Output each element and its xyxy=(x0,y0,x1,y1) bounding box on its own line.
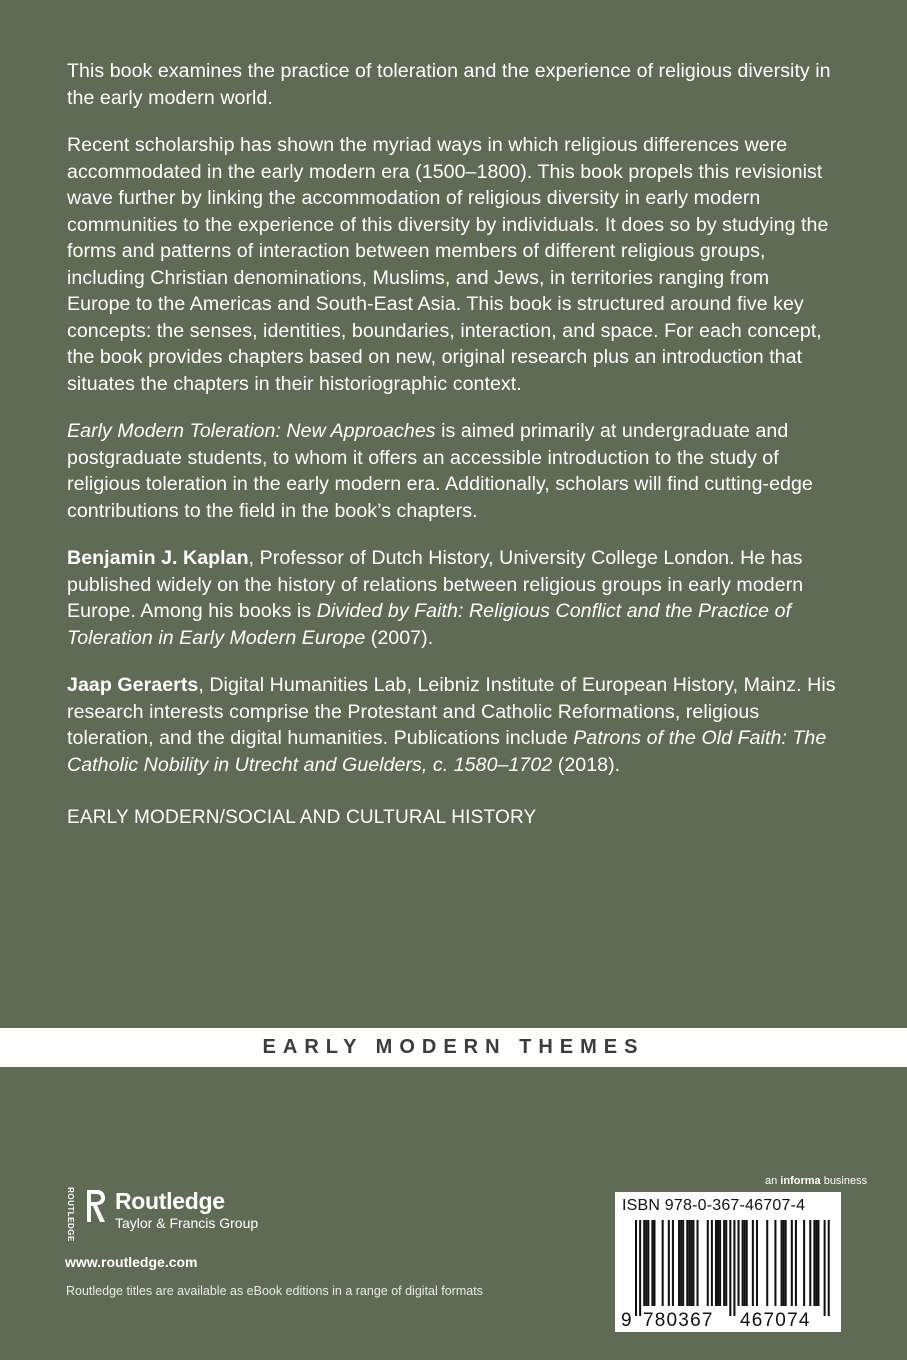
barcode-bar xyxy=(723,1220,725,1306)
barcode-bar xyxy=(692,1220,694,1306)
barcode-bar xyxy=(774,1220,776,1306)
barcode-bar xyxy=(791,1220,793,1306)
barcode-bar xyxy=(643,1220,645,1306)
barcode-bar xyxy=(688,1220,690,1306)
isbn-label: ISBN 978-0-367-46707-4 xyxy=(622,1197,806,1214)
publisher-group: Taylor & Francis Group xyxy=(115,1215,259,1231)
barcode-digit-lead: 9 xyxy=(621,1310,633,1331)
barcode-bar xyxy=(662,1220,664,1306)
author-book-title: Divided by Faith: Religious Conflict and the Practice of Toleration in Early Modern Europe xyxy=(67,600,792,649)
subject-category: EARLY MODERN/SOCIAL AND CULTURAL HISTORY xyxy=(67,807,537,828)
barcode-bar xyxy=(680,1220,682,1306)
intro-paragraph: This book examines the practice of toleration and the experience of religious diversity in the early modern world. xyxy=(67,60,831,109)
barcode-bar xyxy=(678,1220,680,1306)
barcode-bar xyxy=(752,1220,754,1306)
barcode-bar xyxy=(711,1220,713,1306)
barcode-bar xyxy=(651,1220,653,1306)
barcode-bar xyxy=(795,1220,797,1306)
barcode-bar xyxy=(815,1220,817,1306)
author-name: Jaap Geraerts xyxy=(67,674,199,696)
barcode-bar xyxy=(742,1220,744,1306)
barcode-bar xyxy=(668,1220,670,1306)
barcode-bar xyxy=(813,1220,815,1306)
barcode-bar xyxy=(690,1220,692,1306)
barcode-bar xyxy=(729,1220,731,1316)
barcode-digits-right: 467074 xyxy=(740,1310,811,1331)
author-bio-geraerts: Jaap Geraerts, Digital Humanities Lab, Leibniz Institute of European History, Mainz. His research interests comprise the Protestant and Catholic Reformations, religious toleration, and the digital humanities. Publications include Patrons of the Old Faith: The Catholic Nobility in Utrecht and Guelders, c. 1580–1702 (2018). xyxy=(67,674,836,776)
barcode-bar xyxy=(639,1220,641,1316)
barcode-bar xyxy=(781,1220,783,1306)
author-bio-kaplan: Benjamin J. Kaplan, Professor of Dutch History, University College London. He has published widely on the history of relations between religious groups in early modern Europe. Among his books is Divided by Faith: Religious Conflict and the Practice of Toleration in Early Modern Europe (2007). xyxy=(67,547,804,649)
barcode-bar xyxy=(682,1220,684,1306)
barcode-bar xyxy=(817,1220,819,1306)
barcode-bar xyxy=(756,1220,758,1306)
barcode-bar xyxy=(824,1220,826,1316)
informa-tagline: an informa business xyxy=(765,1175,868,1187)
barcode-bar xyxy=(672,1220,674,1306)
barcode-bar xyxy=(738,1220,740,1306)
barcode-bar xyxy=(635,1220,637,1316)
barcode-bar xyxy=(725,1220,727,1306)
barcode-bar xyxy=(707,1220,709,1306)
barcode-bar xyxy=(744,1220,746,1306)
barcode-bar xyxy=(715,1220,717,1306)
description-paragraph: Recent scholarship has shown the myriad ways in which religious differences were accommodated in the early modern era (1500–1800). This book propels this revisionist wave further by linking the accommodation of religious diversity in early modern communities to the experience of this diversity by individuals. It does so by studying the forms and patterns of interaction between members of different religious groups, including Christian denominations, Muslims, and Jews, in territories ranging from Europe to the Americas and South-East Asia. This book is structured around five key concepts: the senses, identities, boundaries, interaction, and space. For each concept, the book provides chapters based on new, original research plus an introduction that situates the chapters in their historiographic context. xyxy=(67,134,829,395)
publisher-url[interactable]: www.routledge.com xyxy=(65,1254,198,1270)
isbn-barcode xyxy=(615,1192,841,1332)
barcode-bar xyxy=(697,1220,699,1306)
barcode-bar xyxy=(783,1220,785,1306)
barcode-bar xyxy=(717,1220,719,1306)
barcode-digits-left: 780367 xyxy=(643,1310,714,1331)
barcode-graphic xyxy=(615,1192,841,1332)
barcode-bar xyxy=(803,1220,805,1306)
series-name: EARLY MODERN THEMES xyxy=(262,1036,645,1058)
author-book-title: Patrons of the Old Faith: The Catholic Nobility in Utrecht and Guelders, c. 1580–1702 xyxy=(67,727,827,776)
barcode-bar xyxy=(785,1220,787,1306)
book-title: Early Modern Toleration: New Approaches xyxy=(67,420,436,442)
publisher-vertical-wordmark: ROUTLEDGE xyxy=(65,1187,75,1242)
barcode-bar xyxy=(645,1220,647,1306)
barcode-bar xyxy=(828,1220,830,1316)
barcode-bar xyxy=(746,1220,748,1306)
author-name: Benjamin J. Kaplan xyxy=(67,547,249,569)
audience-paragraph: Early Modern Toleration: New Approaches is aimed primarily at undergraduate and postgraduate students, to whom it offers an accessible introduction to the study of religious toleration in the early modern era. Additionally, scholars will find cutting-edge contributions to the field in the book’s chapters. xyxy=(67,420,813,522)
barcode-bar xyxy=(809,1220,811,1306)
routledge-logo-icon xyxy=(85,1188,107,1224)
ebook-note: Routledge titles are available as eBook editions in a range of digital formats xyxy=(66,1284,483,1298)
back-cover-blurb xyxy=(67,58,837,853)
barcode-bar xyxy=(686,1220,688,1306)
barcode-bar xyxy=(766,1220,768,1306)
publisher-block xyxy=(65,1188,258,1270)
barcode-bar xyxy=(647,1220,649,1306)
publisher-name: Routledge xyxy=(115,1188,225,1214)
barcode-bar xyxy=(653,1220,655,1306)
series-band xyxy=(0,1028,907,1067)
barcode-bar xyxy=(733,1220,735,1316)
barcode-bar xyxy=(719,1220,721,1306)
